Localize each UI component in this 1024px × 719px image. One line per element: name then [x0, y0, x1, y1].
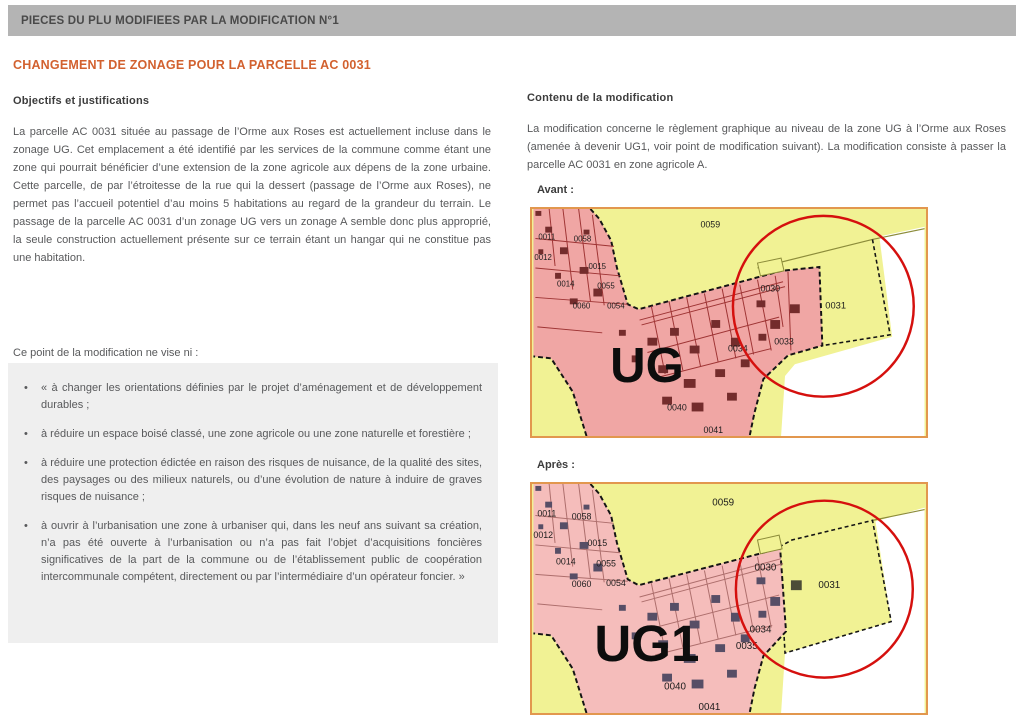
parcel-label: 0041 [698, 702, 721, 713]
exclusions-panel [8, 363, 498, 643]
contenu-heading: Contenu de la modification [527, 92, 674, 104]
zoning-map-avant [530, 207, 928, 438]
parcel-label: 0058 [571, 511, 592, 522]
parcel-label: 0035 [735, 641, 758, 653]
parcel-label: 0034 [749, 624, 772, 636]
avant-caption: Avant : [537, 184, 574, 196]
zoning-map-apres [530, 482, 928, 715]
parcel-label: 0040 [667, 402, 687, 413]
parcel-label: 0030 [754, 562, 777, 574]
parcel-label: 0012 [533, 530, 554, 541]
header-bar [8, 5, 1016, 36]
bullet-item: • à réduire une protection édictée en raison des risques de nuisance, de la qualité des sites, des paysages ou des milieux naturels, ou d’une évolution de nature à induire de graves risques de nuisance ; [22, 455, 482, 506]
zone-ug1-label: UG1 [594, 614, 700, 672]
bullet-item: • à ouvrir à l’urbanisation une zone à urbaniser qui, dans les neuf ans suivant sa création, n’a pas été ouverte à l’urbanisation ou n’a pas fait l’objet d’acquisitions foncières significatives de la part de la commune ou de l’établissement public de coopération intercommunale compétent, directement ou par l’intermédiaire d’un opérateur foncier. » [22, 518, 482, 586]
exclusions-list [22, 380, 482, 586]
bullet-item: • à réduire un espace boisé classé, une zone agricole ou une zone naturelle et forestière ; [22, 426, 482, 443]
parcel-label: 0011 [538, 232, 556, 242]
parcel-label: 0059 [700, 219, 721, 230]
parcel-label: 0060 [571, 579, 592, 590]
parcel-label: 0033 [774, 336, 794, 347]
parcel-label: 0059 [712, 497, 735, 509]
parcel-label: 0055 [597, 281, 615, 291]
parcel-label: 0054 [606, 578, 626, 589]
bullet-item: • « à changer les orientations définies par le projet d’aménagement et de développement durables ; [22, 380, 482, 414]
modification-scope-intro: Ce point de la modification ne vise ni : [13, 347, 199, 359]
parcel-label: 0054 [607, 301, 625, 311]
objectifs-paragraph: La parcelle AC 0031 située au passage de l’Orme aux Roses est actuellement incluse dans le zonage UG. Cet emplacement a été identifié par les services de la commune comme étant une zone qui pourrait bénéficier d’une extension de la zone agricole aux dépens de la zone urbaine. Cette parcelle, de par l’étroitesse de la rue qui la dessert (passage de l’Orme aux Roses), ne permet pas l’accueil potentiel d’au moins 5 habitations au regard de la grandeur du terrain. Le passage de la parcelle AC 0031 d’un zonage UG vers un zonage A semble donc plus approprié, la seule construction actuellement présente sur ce terrain étant un hangar qui ne constitue pas une habitation. [13, 126, 491, 264]
parcel-label: 0055 [596, 558, 616, 569]
parcel-label: 0041 [703, 425, 724, 436]
parcel-label: 0012 [534, 253, 552, 263]
parcel-label: 0031 [818, 580, 841, 592]
parcel-label: 0060 [572, 301, 591, 311]
parcel-label: 0040 [664, 681, 686, 693]
parcel-label: 0031 [825, 300, 847, 311]
page-title: CHANGEMENT DE ZONAGE POUR LA PARCELLE AC 0031 [13, 58, 371, 72]
parcel-label: 0058 [573, 234, 592, 244]
parcel-label: 0014 [557, 279, 575, 289]
apres-caption: Après : [537, 459, 575, 471]
objectifs-heading: Objectifs et justifications [13, 95, 150, 107]
parcel-label: 0015 [588, 261, 606, 271]
hangar-building [791, 580, 802, 590]
parcel-label: 0034 [728, 343, 748, 354]
header-bar-title: PIECES DU PLU MODIFIEES PAR LA MODIFICATION N°1 [21, 14, 339, 27]
hangar-building [790, 304, 800, 313]
parcel-label: 0011 [537, 508, 557, 519]
parcel-label: 0030 [760, 283, 781, 294]
parcel-label: 0015 [587, 537, 608, 548]
parcel-label: 0014 [556, 556, 576, 567]
zone-ug-label: UG [610, 338, 684, 393]
contenu-paragraph: La modification concerne le règlement graphique au niveau de la zone UG à l’Orme aux Roses (amenée à devenir UG1, voir point de modification suivant). La modification consiste à passer la parcelle AC 0031 en zone agricole A. [527, 123, 1006, 171]
avant-map-svg [532, 209, 926, 436]
apres-map-svg [532, 484, 926, 713]
